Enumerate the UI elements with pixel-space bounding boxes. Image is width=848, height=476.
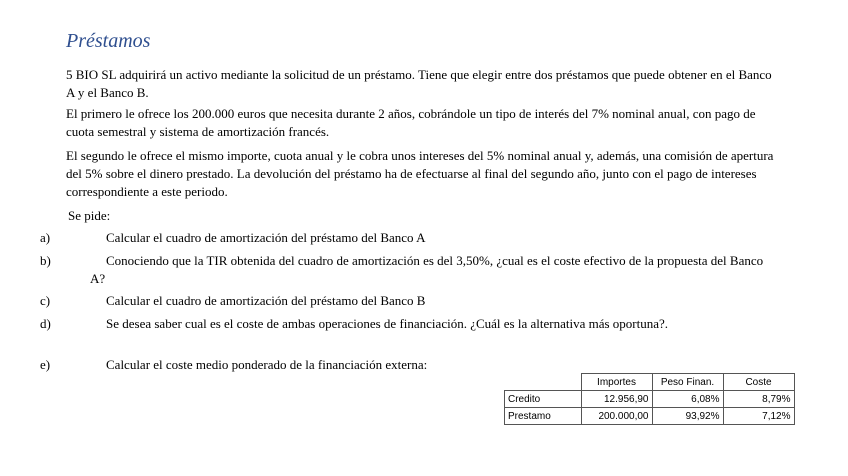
list-item-label: a): [40, 230, 51, 245]
list-item-text: Se desea saber cual es el coste de ambas operaciones de financiación. ¿Cuál es la alternativa más oportuna?.: [106, 316, 669, 331]
financing-table: [504, 373, 795, 425]
table-header-coste: Coste: [723, 374, 794, 391]
table-cell: 93,92%: [652, 408, 723, 425]
list-item-label: c): [40, 293, 51, 308]
list-item-text: Calcular el cuadro de amortización del préstamo del Banco B: [106, 293, 426, 308]
table-cell: 12.956,90: [581, 391, 652, 408]
list-item-label: e): [40, 357, 51, 372]
table-cell: 6,08%: [652, 391, 723, 408]
document-title: Préstamos: [66, 30, 151, 52]
table-header-empty: [505, 374, 582, 391]
table-header-peso: Peso Finan.: [652, 374, 723, 391]
paragraph-se-pide: Se pide:: [68, 208, 111, 223]
table-header-importes: Importes: [581, 374, 652, 391]
list-item-label: b): [40, 253, 51, 268]
paragraph-intro: 5 BIO SL adquirirá un activo mediante la solicitud de un préstamo. Tiene que elegir entre dos préstamos que puede obtener en el Banco A y el Banco B.: [66, 67, 772, 100]
table-cell: Prestamo: [505, 408, 582, 425]
table-row: [505, 391, 795, 408]
table-cell: 8,79%: [723, 391, 794, 408]
list-item-text: Conociendo que la TIR obtenida del cuadro de amortización es del 3,50%, ¿cual es el coste efectivo de la propuesta del Banco A?: [90, 253, 764, 286]
paragraph-bank-a: El primero le ofrece los 200.000 euros que necesita durante 2 años, cobrándole un tipo de interés del 7% nominal anual, con pago de cuota semestral y sistema de amortización francés.: [66, 106, 756, 139]
list-item-label: d): [40, 316, 51, 331]
list-item-text: Calcular el cuadro de amortización del préstamo del Banco A: [106, 230, 426, 245]
table-cell: Credito: [505, 391, 582, 408]
table-header-row: [505, 374, 795, 391]
table-cell: 7,12%: [723, 408, 794, 425]
table-row: [505, 408, 795, 425]
table-cell: 200.000,00: [581, 408, 652, 425]
list-item-text: Calcular el coste medio ponderado de la financiación externa:: [106, 357, 428, 372]
paragraph-bank-b: El segundo le ofrece el mismo importe, cuota anual y le cobra unos intereses del 5% nominal anual y, además, una comisión de apertura del 5% sobre el dinero prestado. La devolución del préstamo ha de efectuarse al final del segundo año, junto con el pago de intereses correspondiente a este periodo.: [66, 148, 774, 199]
